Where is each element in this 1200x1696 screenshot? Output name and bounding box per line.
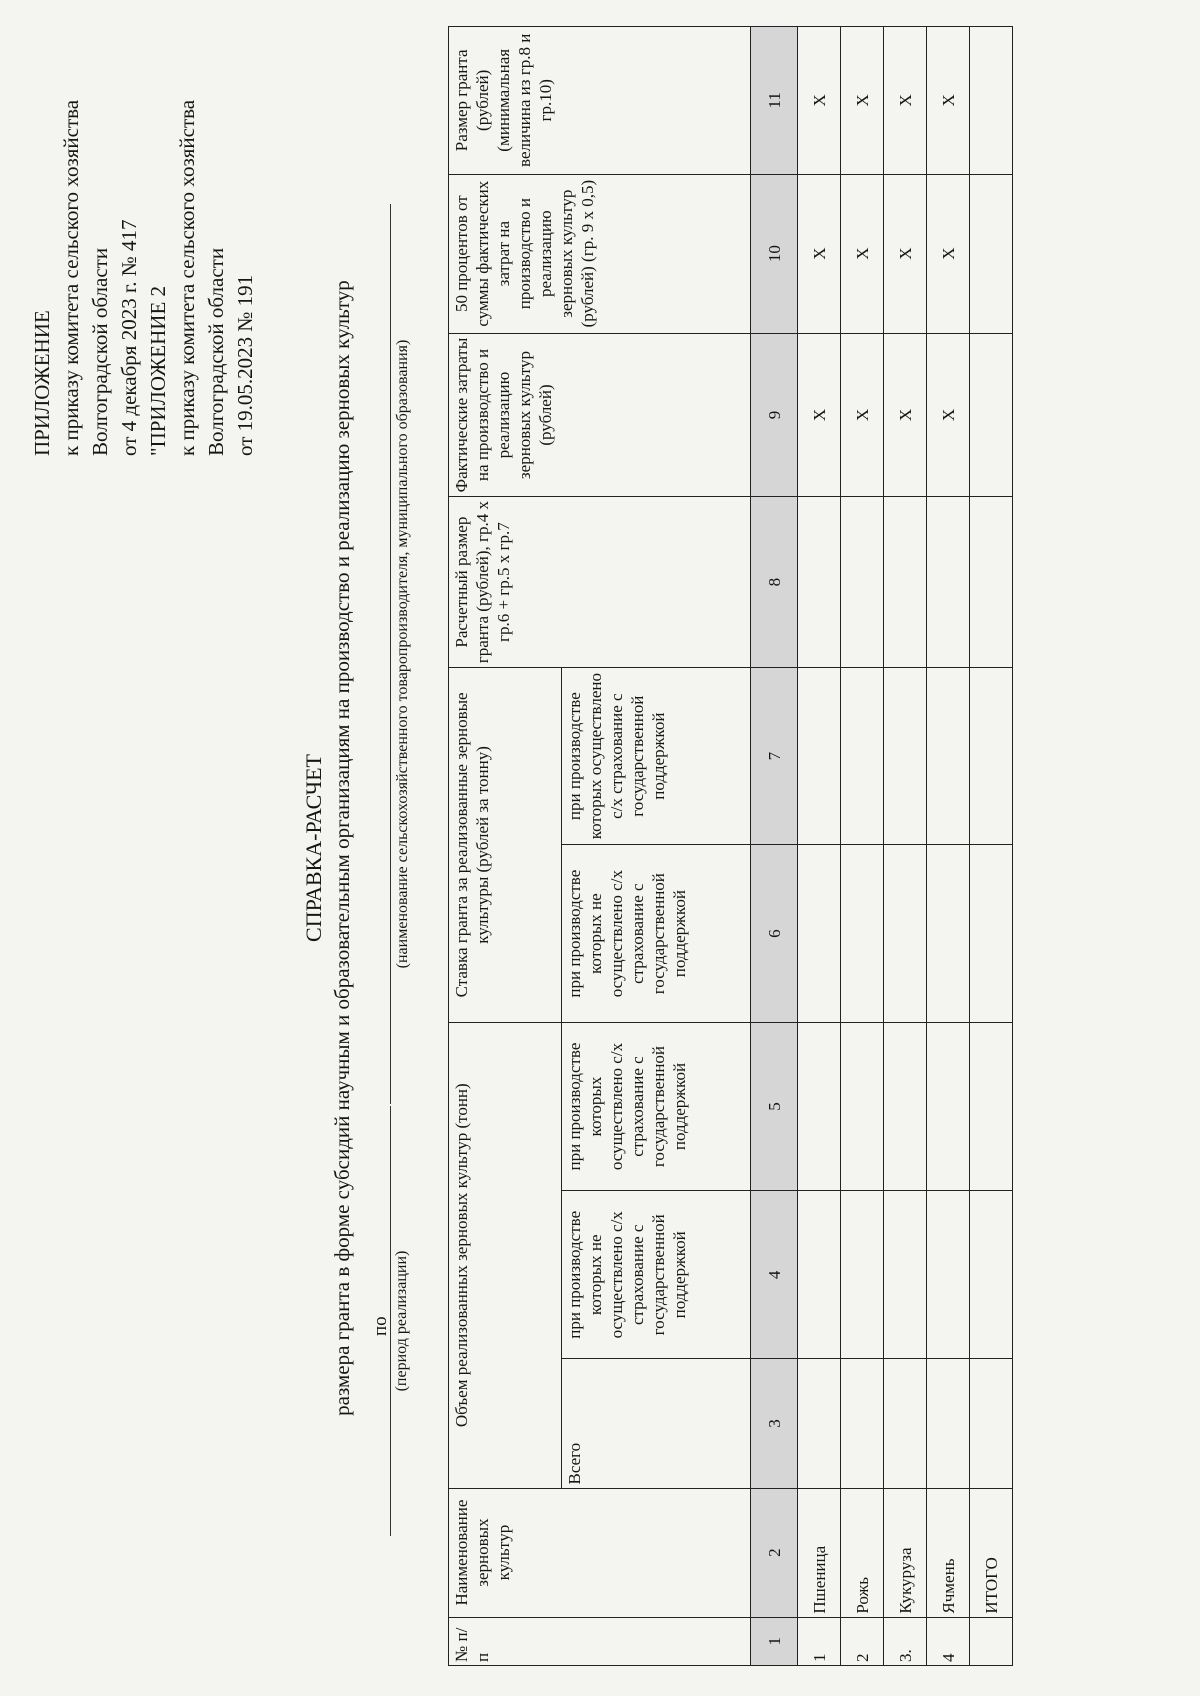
table-cell xyxy=(927,667,970,845)
col-header-rate-without-insurance: при производстве которых не осуществлено с/х страхование с государственной поддержкой xyxy=(562,845,751,1023)
cell-grant-size: X xyxy=(884,27,927,175)
total-label: ИТОГО xyxy=(970,1488,1013,1617)
table-cell xyxy=(927,1022,970,1190)
crop-name: Рожь xyxy=(841,1488,884,1617)
col-header-rate: Ставка гранта за реализованные зерновые культуры (рублей за тонну) xyxy=(449,667,562,1022)
cell-fifty-percent: X xyxy=(798,174,841,333)
po-label: по xyxy=(370,1316,391,1336)
column-number: 4 xyxy=(751,1191,798,1359)
column-number-row xyxy=(751,27,798,1666)
crop-name: Ячмень xyxy=(927,1488,970,1617)
table-row xyxy=(841,27,884,1666)
cell-fifty-percent: X xyxy=(927,174,970,333)
col-header-actual: Фактические затраты на производство и реализацию зерновых культур (рублей) xyxy=(449,333,751,497)
col-header-volume: Объем реализованных зерновых культур (тонн) xyxy=(449,1022,562,1488)
cell-fifty-percent xyxy=(970,174,1013,333)
cell-grant-size xyxy=(970,27,1013,175)
column-number: 8 xyxy=(751,497,798,668)
cell-fifty-percent: X xyxy=(841,174,884,333)
grant-calculation-table xyxy=(448,26,1013,1666)
period-caption: (период реализации) xyxy=(393,1250,410,1392)
column-number: 2 xyxy=(751,1488,798,1617)
column-number: 9 xyxy=(751,333,798,497)
table-cell xyxy=(841,845,884,1023)
table-cell xyxy=(970,497,1013,668)
column-number: 6 xyxy=(751,845,798,1023)
cell-actual-costs: X xyxy=(927,333,970,497)
col-header-volume-without-insurance: при производстве которых не осуществлено с/х страхование с государственной поддержкой xyxy=(562,1191,751,1359)
cell-actual-costs: X xyxy=(884,333,927,497)
document-title-block xyxy=(300,0,356,1696)
column-number: 10 xyxy=(751,174,798,333)
table-row xyxy=(927,27,970,1666)
document-subtitle: размера гранта в форме субсидий научным и образовательным организациям на производство и реализацию зерновых культур xyxy=(330,280,354,1416)
table-cell xyxy=(884,845,927,1023)
table-cell xyxy=(798,1191,841,1359)
column-number: 1 xyxy=(751,1617,798,1665)
table-cell xyxy=(841,497,884,668)
col-header-calc: Расчетный размер гранта (рублей), гр.4 х гр.6 + гр.5 х гр.7 xyxy=(449,497,751,668)
header-line: от 19.05.2023 № 191 xyxy=(233,274,257,456)
cell-grant-size: X xyxy=(841,27,884,175)
header-line: от 4 декабря 2023 г. № 417 xyxy=(117,219,141,456)
cell-grant-size: X xyxy=(798,27,841,175)
cell-actual-costs: X xyxy=(798,333,841,497)
column-number: 11 xyxy=(751,27,798,175)
cell-actual-costs: X xyxy=(841,333,884,497)
table-row xyxy=(798,27,841,1666)
table-cell xyxy=(798,845,841,1023)
appendix-header xyxy=(28,36,260,456)
table-cell xyxy=(927,1191,970,1359)
col-header-grant: Размер гранта (рублей) (минимальная величина из гр.8 и гр.10) xyxy=(449,27,751,175)
row-number: 4 xyxy=(927,1617,970,1665)
table-cell xyxy=(798,497,841,668)
table-cell xyxy=(798,1022,841,1190)
table-cell xyxy=(884,667,927,845)
fill-in-row xyxy=(362,0,411,1696)
table-cell xyxy=(798,667,841,845)
table-cell xyxy=(884,1191,927,1359)
table-cell xyxy=(970,1191,1013,1359)
table-row xyxy=(884,27,927,1666)
header-line: к приказу комитета сельского хозяйства xyxy=(175,99,199,456)
table-cell xyxy=(927,1359,970,1488)
cell-grant-size: X xyxy=(927,27,970,175)
column-number: 7 xyxy=(751,667,798,845)
table-cell xyxy=(841,667,884,845)
header-line: ПРИЛОЖЕНИЕ xyxy=(30,310,54,456)
table-cell xyxy=(884,1359,927,1488)
table-cell xyxy=(970,1022,1013,1190)
col-header-num: № п/п xyxy=(449,1617,751,1665)
header-row-1 xyxy=(449,27,562,1666)
crop-name: Пшеница xyxy=(798,1488,841,1617)
org-blank-line xyxy=(390,204,391,1104)
table-cell xyxy=(970,1359,1013,1488)
row-number: 2 xyxy=(841,1617,884,1665)
header-line: Волгоградской области xyxy=(88,247,112,456)
column-number: 5 xyxy=(751,1022,798,1190)
period-blank-line xyxy=(390,1106,391,1536)
total-row xyxy=(970,27,1013,1666)
table-cell xyxy=(970,845,1013,1023)
row-number xyxy=(970,1617,1013,1665)
header-line: к приказу комитета сельского хозяйства xyxy=(59,99,83,456)
cell-fifty-percent: X xyxy=(884,174,927,333)
col-header-rate-with-insurance: при производстве которых осуществлено с/х страхование с государственной поддержкой xyxy=(562,667,751,845)
col-header-fifty: 50 процентов от суммы фактических затрат на производство и реализацию зерновых культур (рублей) (гр. 9 х 0,5) xyxy=(449,174,751,333)
table-cell xyxy=(927,845,970,1023)
header-line: "ПРИЛОЖЕНИЕ 2 xyxy=(146,285,170,456)
table-cell xyxy=(884,1022,927,1190)
document-title: СПРАВКА-РАСЧЕТ xyxy=(301,754,326,942)
table-cell xyxy=(841,1359,884,1488)
table-cell xyxy=(970,667,1013,845)
row-number: 1 xyxy=(798,1617,841,1665)
table-cell xyxy=(841,1191,884,1359)
crop-name: Кукуруза xyxy=(884,1488,927,1617)
col-header-total: Всего xyxy=(562,1359,751,1488)
table-cell xyxy=(798,1359,841,1488)
org-caption: (наименование сельскохозяйственного товаропроизводителя, муниципального образования) xyxy=(394,339,411,969)
col-header-volume-with-insurance: при производстве которых осуществлено с/х страхование с государственной поддержкой xyxy=(562,1022,751,1190)
cell-actual-costs xyxy=(970,333,1013,497)
table-cell xyxy=(927,497,970,668)
header-line: Волгоградской области xyxy=(204,247,228,456)
table-cell xyxy=(841,1022,884,1190)
table-cell xyxy=(884,497,927,668)
col-header-name: Наименование зерновых культур xyxy=(449,1488,751,1617)
row-number: 3. xyxy=(884,1617,927,1665)
column-number: 3 xyxy=(751,1359,798,1488)
